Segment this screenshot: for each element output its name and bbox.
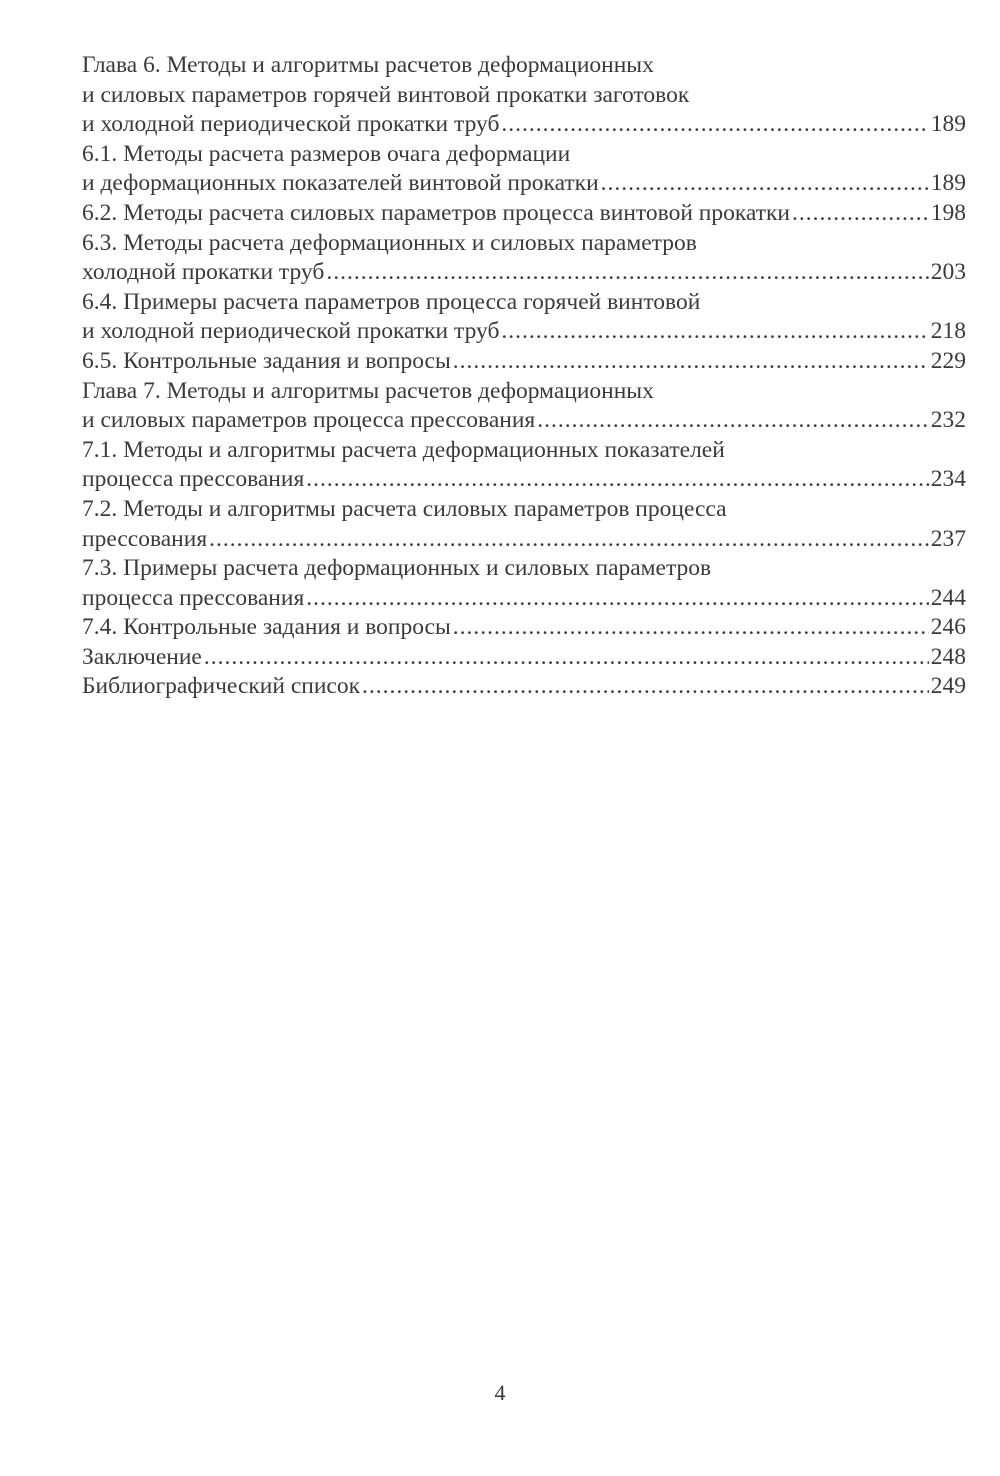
toc-entry-line: Заключение bbox=[82, 643, 202, 670]
toc-page-number: 218 bbox=[930, 318, 966, 345]
toc-page-number: 244 bbox=[930, 584, 966, 611]
toc-entry-line: холодной прокатки труб bbox=[82, 259, 325, 286]
toc-entry-chapter-6[interactable] bbox=[82, 51, 966, 140]
dot-leader bbox=[601, 169, 929, 199]
toc-entry-7-2[interactable] bbox=[82, 495, 966, 554]
toc-entry-line: 6.4. Примеры расчета параметров процесса горячей винтовой bbox=[82, 288, 701, 315]
dot-leader bbox=[453, 347, 929, 377]
toc-entry-line: 6.3. Методы расчета деформационных и силовых параметров bbox=[82, 229, 697, 256]
toc-page-number: 246 bbox=[930, 614, 966, 641]
toc-entry-line: прессования bbox=[82, 525, 208, 552]
toc-entry-conclusion[interactable] bbox=[82, 643, 966, 673]
toc-page-number: 234 bbox=[930, 466, 966, 493]
toc-entry-line: Библиографический список bbox=[82, 673, 361, 700]
toc-entry-line: Глава 7. Методы и алгоритмы расчетов деформационных bbox=[82, 377, 654, 404]
toc-entry-line: Глава 6. Методы и алгоритмы расчетов деформационных bbox=[82, 52, 654, 78]
toc-entry-7-1[interactable] bbox=[82, 436, 966, 495]
table-of-contents bbox=[82, 51, 966, 702]
toc-page-number: 237 bbox=[930, 525, 966, 552]
toc-entry-line: процесса прессования bbox=[82, 466, 305, 493]
toc-entry-7-3[interactable] bbox=[82, 554, 966, 613]
toc-entry-line: процесса прессования bbox=[82, 584, 305, 611]
dot-leader bbox=[306, 465, 928, 495]
dot-leader bbox=[204, 643, 929, 673]
toc-entry-6-2[interactable] bbox=[82, 199, 966, 229]
toc-page-number: 232 bbox=[930, 407, 966, 434]
page-number: 4 bbox=[494, 1380, 506, 1405]
dot-leader bbox=[501, 110, 928, 140]
dot-leader bbox=[306, 584, 928, 614]
toc-entry-line: и силовых параметров процесса прессования bbox=[82, 407, 536, 434]
toc-page-number: 189 bbox=[930, 170, 966, 197]
dot-leader bbox=[209, 525, 929, 555]
dot-leader bbox=[326, 258, 928, 288]
toc-entry-bibliography[interactable] bbox=[82, 672, 966, 702]
toc-entry-line: 6.1. Методы расчета размеров очага деформации bbox=[82, 140, 571, 167]
dot-leader bbox=[453, 613, 929, 643]
toc-page-number: 203 bbox=[930, 259, 966, 286]
dot-leader bbox=[537, 406, 929, 436]
toc-page-number: 229 bbox=[930, 347, 966, 374]
toc-entry-line: и деформационных показателей винтовой прокатки bbox=[82, 170, 599, 197]
toc-entry-line: 7.2. Методы и алгоритмы расчета силовых параметров процесса bbox=[82, 495, 727, 522]
toc-entry-line: 7.3. Примеры расчета деформационных и силовых параметров bbox=[82, 555, 712, 582]
dot-leader bbox=[362, 672, 929, 702]
toc-entry-6-3[interactable] bbox=[82, 229, 966, 288]
toc-entry-line: и силовых параметров горячей винтовой прокатки заготовок bbox=[82, 81, 690, 108]
toc-entry-6-1[interactable] bbox=[82, 140, 966, 199]
toc-entry-6-5[interactable] bbox=[82, 347, 966, 377]
dot-leader bbox=[792, 199, 929, 229]
dot-leader bbox=[501, 317, 928, 347]
toc-entry-line: и холодной периодической прокатки труб bbox=[82, 111, 500, 138]
toc-entry-line: 7.1. Методы и алгоритмы расчета деформационных показателей bbox=[82, 436, 725, 463]
toc-entry-line: и холодной периодической прокатки труб bbox=[82, 318, 500, 345]
toc-page-number: 189 bbox=[930, 111, 966, 138]
toc-entry-6-4[interactable] bbox=[82, 288, 966, 347]
toc-page-number: 248 bbox=[930, 643, 966, 670]
toc-entry-line: 6.5. Контрольные задания и вопросы bbox=[82, 347, 451, 374]
toc-entry-line: 7.4. Контрольные задания и вопросы bbox=[82, 614, 451, 641]
toc-entry-chapter-7[interactable] bbox=[82, 377, 966, 436]
toc-entry-line: 6.2. Методы расчета силовых параметров процесса винтовой прокатки bbox=[82, 199, 790, 226]
toc-page-number: 249 bbox=[930, 673, 966, 700]
toc-page-number: 198 bbox=[930, 199, 966, 226]
toc-entry-7-4[interactable] bbox=[82, 613, 966, 643]
